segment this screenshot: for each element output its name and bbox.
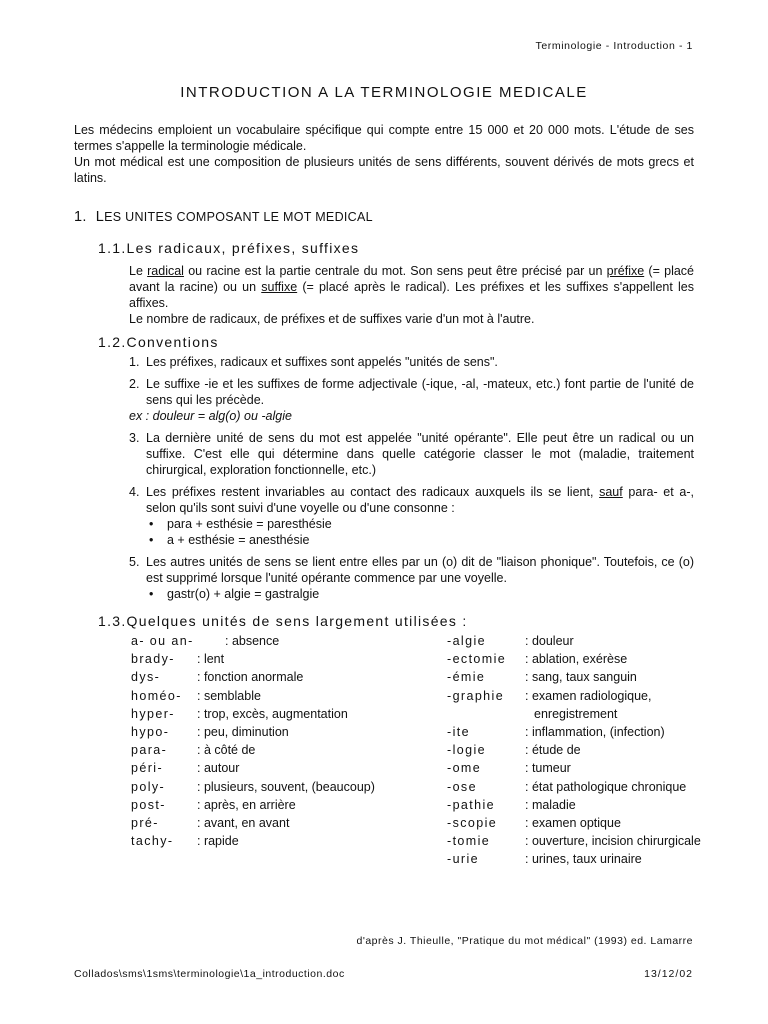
unit: para- [131, 743, 168, 758]
table-row [131, 759, 375, 777]
item-number: 1. [129, 355, 140, 369]
text: (= placé avant la racine) ou un [129, 264, 694, 294]
bullet-icon: • [149, 517, 154, 531]
unit: tachy- [131, 834, 174, 849]
table-row [447, 650, 701, 668]
unit: hypo- [131, 725, 170, 740]
bullet-text: a + esthésie = anesthésie [167, 533, 310, 547]
meaning: : étude de [525, 743, 581, 758]
bullet-text: gastr(o) + algie = gastralgie [167, 587, 320, 601]
section-initial: L [95, 209, 105, 225]
subsection-heading: 1.3.Quelques unités de sens largement utilisées : [98, 613, 468, 629]
unit: péri- [131, 761, 164, 776]
paragraph [129, 263, 694, 311]
subsection-heading: 1.2.Conventions [98, 334, 219, 350]
intro-text [74, 122, 694, 186]
unit: dys- [131, 670, 161, 685]
table-row-continuation [447, 705, 701, 723]
table-row [447, 796, 701, 814]
table-row [131, 705, 375, 723]
meaning: : examen optique [525, 816, 621, 831]
term-prefixe: préfixe [606, 264, 645, 278]
unit: -algie [447, 634, 486, 648]
list-item [129, 376, 694, 408]
unit: a- ou an- [131, 634, 194, 648]
example-text: ex : douleur = alg(o) ou -algie [129, 409, 292, 423]
bullet-item [129, 516, 694, 532]
table-row [447, 687, 701, 705]
section-number: 1. [74, 209, 87, 225]
list-item [129, 354, 694, 370]
unit: pré- [131, 816, 159, 831]
meaning: : avant, en avant [197, 816, 290, 831]
unit: -logie [447, 743, 486, 758]
unit: -pathie [447, 797, 496, 812]
subsection-heading: 1.1.Les radicaux, préfixes, suffixes [98, 240, 360, 256]
meaning: : examen radiologique, [525, 688, 652, 703]
unit: poly- [131, 779, 166, 794]
unit: -tomie [447, 834, 491, 849]
section-heading [74, 209, 373, 225]
meaning: : ablation, exérèse [525, 652, 628, 667]
intro-paragraph: Un mot médical est une composition de plusieurs unités de sens différents, souvent dérivés de mots grecs et latins. [74, 155, 694, 185]
subsection-body [129, 263, 694, 327]
item-text: Les autres unités de sens se lient entre elles par un (o) dit de "liaison phonique". Toutefois, ce (o) est supprimé lorsque l'unité opérante commence par une voyelle. [146, 555, 694, 585]
table-row [447, 759, 701, 777]
item-number: 4. [129, 485, 140, 499]
item-number: 2. [129, 377, 140, 391]
bullet-text: para + esthésie = paresthésie [167, 517, 332, 531]
unit: -émie [447, 670, 486, 685]
table-row [131, 650, 375, 668]
bullet-icon: • [149, 533, 154, 547]
document-date: 13/12/02 [644, 968, 693, 980]
meaning: enregistrement [534, 706, 618, 721]
item-text: Le suffixe -ie et les suffixes de forme adjectivale (-ique, -al, -mateux, etc.) font partie de l'unité de sens qui les précède. [146, 377, 694, 407]
suffix-table [447, 632, 701, 869]
running-header: Terminologie - Introduction - 1 [535, 40, 693, 52]
unit: brady- [131, 652, 175, 667]
meaning: : à côté de [197, 743, 256, 758]
table-row [447, 778, 701, 796]
text: Le [129, 264, 148, 278]
bullet-item [129, 586, 694, 602]
unit-spacer [447, 705, 525, 723]
unit: -scopie [447, 816, 498, 831]
meaning: : après, en arrière [197, 797, 296, 812]
table-row [131, 778, 375, 796]
table-row [131, 832, 375, 850]
unit: -ite [447, 725, 470, 740]
meaning: : semblable [197, 688, 261, 703]
unit: -ose [447, 779, 477, 794]
meaning: : trop, excès, augmentation [197, 706, 348, 721]
meaning: : peu, diminution [197, 725, 289, 740]
meaning: : autour [197, 761, 240, 776]
unit: -ome [447, 761, 482, 776]
meaning: : ouverture, incision chirurgicale [525, 834, 701, 849]
table-row [447, 668, 701, 686]
table-row [447, 850, 701, 868]
meaning: : tumeur [525, 761, 571, 776]
intro-paragraph: Les médecins emploient un vocabulaire spécifique qui compte entre 15 000 et 20 000 mots. L'étude de ses termes s'appelle la terminologie médicale. [74, 123, 694, 153]
meaning: : plusieurs, souvent, (beaucoup) [197, 779, 375, 794]
table-row [131, 796, 375, 814]
meaning: : état pathologique chronique [525, 779, 687, 794]
list-item [129, 430, 694, 478]
unit: -graphie [447, 688, 505, 703]
item-text: Les préfixes restent invariables au contact des radicaux auxquels ils se lient, [146, 485, 600, 499]
unit: homéo- [131, 688, 182, 703]
item-text: Les préfixes, radicaux et suffixes sont appelés "unités de sens". [146, 355, 498, 369]
meaning: : lent [197, 652, 225, 667]
bullet-icon: • [149, 587, 154, 601]
meaning: : sang, taux sanguin [525, 670, 637, 685]
item-number: 5. [129, 555, 140, 569]
table-row [131, 668, 375, 686]
table-row [447, 632, 701, 650]
source-citation: d'après J. Thieulle, "Pratique du mot médical" (1993) ed. Lamarre [356, 935, 693, 947]
underlined-word: sauf [599, 485, 623, 499]
table-row [131, 723, 375, 741]
table-row [447, 832, 701, 850]
table-row [447, 723, 701, 741]
list-item [129, 554, 694, 586]
meaning: : rapide [197, 834, 239, 849]
item-text: para- et a-, selon qu'ils sont suivi d'une voyelle ou d'une consonne : [146, 485, 694, 515]
text: (= placé après le radical). Les préfixes et les suffixes s'appellent les affixes. [129, 280, 694, 310]
table-row [131, 814, 375, 832]
unit: -urie [447, 852, 480, 867]
bullet-item [129, 532, 694, 548]
item-text: La dernière unité de sens du mot est appelée "unité opérante". Elle peut être un radical ou un suffixe. C'est elle qui détermine dans quelle catégorie classer le mot (maladie, traitement chirurgical, exploration fonctionnelle, etc.) [146, 431, 694, 477]
page-title: INTRODUCTION A LA TERMINOLOGIE MEDICALE [180, 84, 588, 101]
meaning: : inflammation, (infection) [525, 725, 665, 740]
section-title: ES UNITES COMPOSANT LE MOT MEDICAL [104, 210, 373, 224]
paragraph: Le nombre de radicaux, de préfixes et de suffixes varie d'un mot à l'autre. [129, 312, 535, 326]
meaning: : maladie [525, 797, 576, 812]
meaning: : fonction anormale [197, 670, 304, 685]
meaning: : urines, taux urinaire [525, 852, 642, 867]
file-path: Collados\sms\1sms\terminologie\1a_introduction.doc [74, 968, 345, 980]
list-item [129, 484, 694, 516]
table-row [131, 687, 375, 705]
table-row [447, 741, 701, 759]
unit: post- [131, 797, 166, 812]
unit: hyper- [131, 706, 175, 721]
text: ou racine est la partie centrale du mot. Son sens peut être précisé par un [183, 264, 607, 278]
meaning: : absence [225, 634, 280, 648]
conventions-list [129, 354, 694, 602]
meaning: : douleur [525, 634, 574, 648]
prefix-table [131, 632, 375, 850]
term-radical: radical [147, 264, 184, 278]
table-row [131, 632, 375, 650]
table-row [447, 814, 701, 832]
unit: -ectomie [447, 652, 507, 667]
item-number: 3. [129, 431, 140, 445]
term-suffixe: suffixe [261, 280, 298, 294]
table-row [131, 741, 375, 759]
